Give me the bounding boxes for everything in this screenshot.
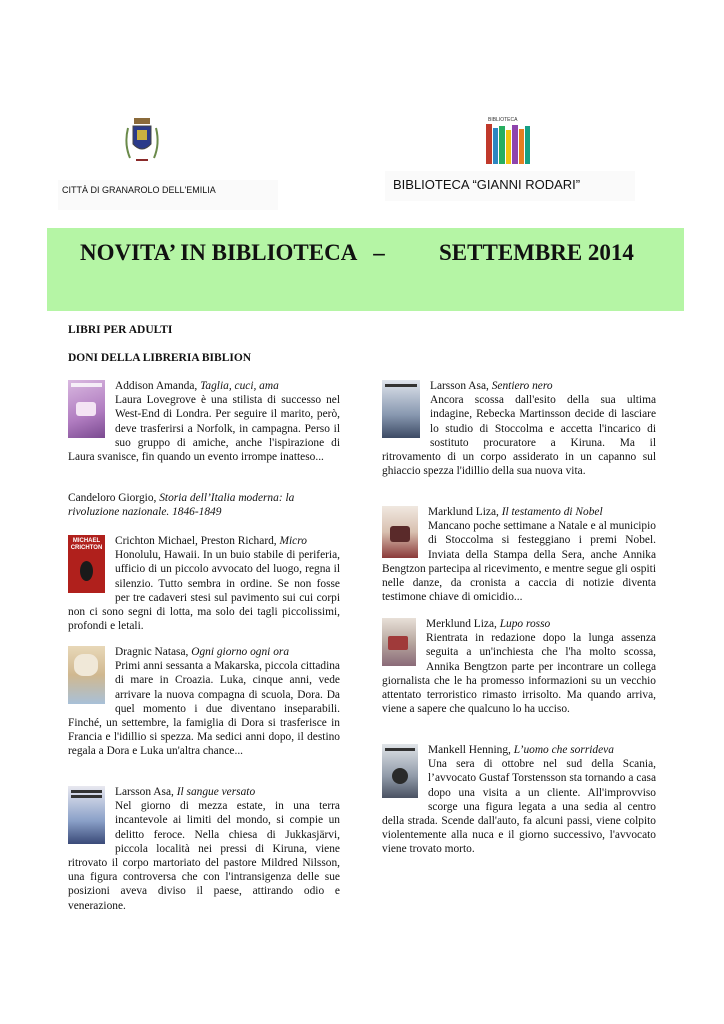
title-banner xyxy=(47,228,684,311)
book-author: Mankell Henning, xyxy=(428,744,514,756)
section-heading-adults: LIBRI PER ADULTI xyxy=(68,324,173,336)
book-author: Addison Amanda, xyxy=(115,380,201,392)
book-description: Rientrata in redazione dopo la lunga assenza seguita a un'inchiesta che l'ha molto scossa, Annika Bengtzon parte per incontrare un collega giornalista che le ha promesso informazioni su un vecchio attentato terroristico rimasto irrisolto. Ma quando arriva, viene a sapere che qualcuno lo ha ucciso. xyxy=(382,632,656,716)
book-title: Taglia, cuci, ama xyxy=(200,380,279,392)
book-title: Micro xyxy=(279,535,307,547)
book-title: Lupo rosso xyxy=(499,618,551,630)
book-entry xyxy=(68,379,340,464)
book-entry xyxy=(382,617,656,716)
book-description: Ancora scossa dall'esito della sua ultima indagine, Rebecka Martinsson decide di lasciare lo studio di Stoccolma e accetta l'incarico di sostituto procuratore a Kiruna. Ma il ritrovamento di un corpo assiderato in un capanno sul ghiaccio spezza l'idillio della sua nuova vita. xyxy=(382,394,656,478)
book-cover-text: MICHAEL CRICHTON xyxy=(70,538,103,551)
book-entry xyxy=(68,645,340,759)
book-title: Il testamento di Nobel xyxy=(501,506,603,518)
book-description: Mancano poche settimane a Natale e al municipio di Stoccolma si festeggiano i premi Nobel. Inviata della Stampa della Sera, anche Annika Bengtzon partecipa al ricevimento, e mentre segue gli ospiti nelle danze, da cronista a caccia di notizie diventa testimone chiave di omicidio... xyxy=(382,520,656,604)
book-cover-image xyxy=(382,380,420,438)
book-description: Laura Lovegrove è una stilista di successo nel West-End di Londra. Per seguire il marito, però, deve trasferirsi a Norfolk, in campagna. Perso il suo gruppo di amiche, anche l'ispirazione di Laura svanisce, fin quando un evento irrompe inatteso... xyxy=(68,394,340,464)
book-title: Il sangue versato xyxy=(176,786,256,798)
book-cover-image xyxy=(68,646,105,704)
book-entry xyxy=(382,505,656,604)
book-entry xyxy=(68,491,340,519)
book-description: Primi anni sessanta a Makarska, piccola cittadina di mare in Croazia. Luka, cinque anni, vede arrivare la nuova compagna di scuola, Dora. Da quel momento i due diventano inseparabili. Finché, un settembre, la famiglia di Dora si trasferisce in Francia e l'idillio si spezza. Ma sedici anni dopo, il destino regala a Dora e Luka un'altra chance... xyxy=(68,660,340,758)
book-description: Nel giorno di mezza estate, in una terra incantevole ai limiti del mondo, si compie un delitto feroce. Nella chiesa di Jukkasjärvi, piccola località nei pressi di Kiruna, viene ritrovato il corpo martoriato del pastore Mildred Nilsson, una figura controversa che con l'intransigenza delle sue posizioni aveva diviso il paese, attirando odio e venerazione. xyxy=(68,800,340,912)
book-author: Merklund Liza, xyxy=(426,618,500,630)
section-heading-donations: DONI DELLA LIBRERIA BIBLION xyxy=(68,352,252,364)
book-entry xyxy=(382,743,656,857)
book-author: Dragnic Natasa, xyxy=(115,646,192,658)
book-author: Candeloro Giorgio, xyxy=(68,492,160,504)
book-entry xyxy=(68,785,340,913)
banner-date: SETTEMBRE 2014 xyxy=(439,240,634,265)
book-cover-image xyxy=(68,535,105,593)
book-author: Crichton Michael, Preston Richard, xyxy=(115,535,280,547)
banner-title: NOVITA’ IN BIBLIOTECA – xyxy=(80,240,385,265)
comune-name: CITTÀ DI GRANAROLO DELL'EMILIA xyxy=(58,180,278,210)
book-cover-image xyxy=(382,618,416,666)
book-author: Larsson Asa, xyxy=(115,786,177,798)
book-title: Sentiero nero xyxy=(491,380,553,392)
library-name: BIBLIOTECA “GIANNI RODARI” xyxy=(385,171,635,201)
comune-coat-of-arms-icon xyxy=(122,114,162,166)
book-cover-image xyxy=(68,786,105,844)
book-entry xyxy=(68,534,340,633)
book-entry xyxy=(382,379,656,478)
book-cover-image xyxy=(382,506,418,558)
library-logo-text: BIBLIOTECA xyxy=(488,117,518,123)
book-cover-image xyxy=(68,380,105,438)
book-title: Ogni giorno ogni ora xyxy=(191,646,290,658)
library-books-logo-icon xyxy=(484,114,532,166)
book-title: L’uomo che sorrideva xyxy=(513,744,614,756)
book-author: Marklund Liza, xyxy=(428,506,502,518)
book-description: Una sera di ottobre nel sud della Scania, l’avvocato Gustaf Torstensson sta tornando a casa dopo una visita a un cliente. All'improvviso scorge una figura legata a una sedia al centro della strada. Scende dall'auto, fa alcuni passi, viene colpito violentemente alla nuca e il giorno successivo, l'avvocato viene trovato morto. xyxy=(382,758,656,856)
book-description: Honolulu, Hawaii. In un buio stabile di periferia, ufficio di un piccolo avvocato del luogo, regna il silenzio. Tutto sembra in ordine. Se non fosse per tre cadaveri stesi sul pavimento sui cui corpi non ci sono segni di lotta, ma solo dei tagli piccolissimi, profondi e letali. xyxy=(68,549,340,633)
book-cover-image xyxy=(382,744,418,798)
book-author: Larsson Asa, xyxy=(430,380,492,392)
book-title: Storia dell’Italia moderna: la rivoluzione nazionale. 1846-1849 xyxy=(68,492,295,519)
